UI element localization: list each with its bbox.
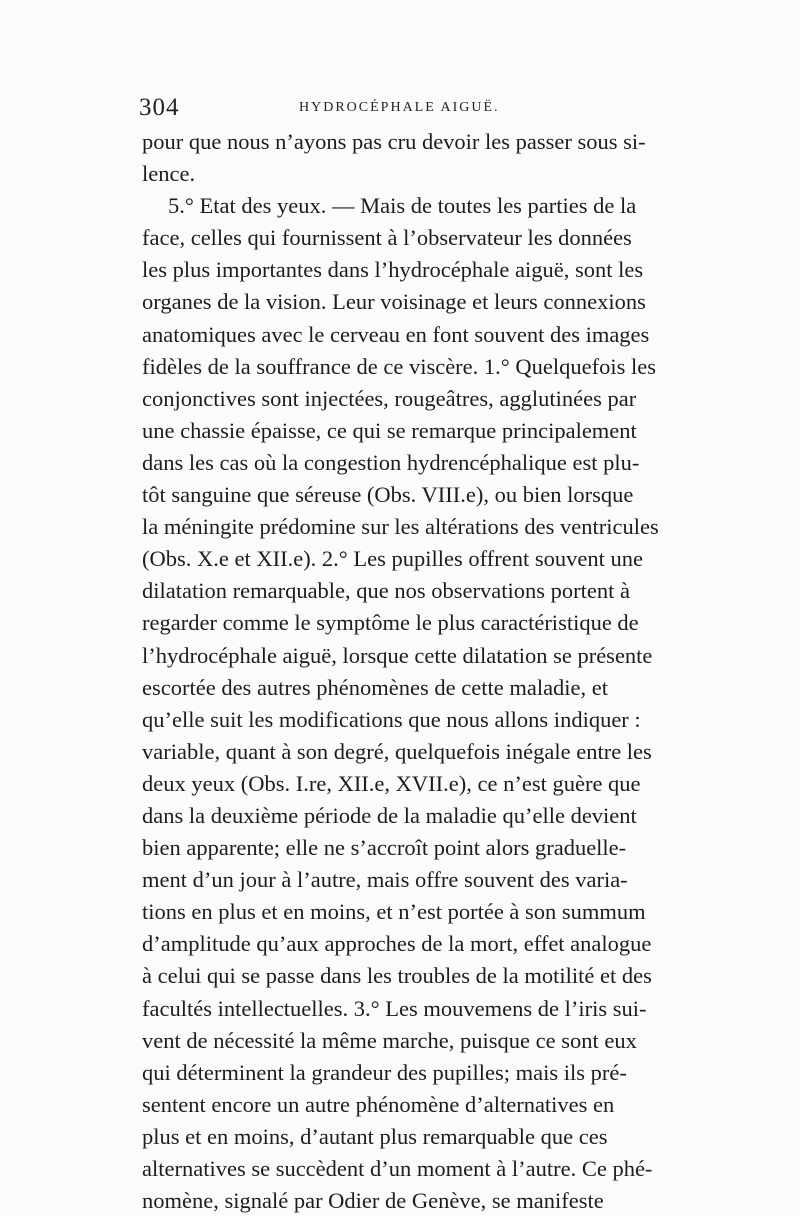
- text-line: plus et en moins, d’autant plus remarquable que ces: [142, 1123, 608, 1149]
- text-line: l’hydrocéphale aiguë, lorsque cette dilatation se présente: [142, 642, 653, 668]
- text-line: vent de nécessité la même marche, puisque ce sont eux: [142, 1027, 637, 1053]
- text-line: facultés intellectuelles. 3.° Les mouvemens de l’iris sui-: [142, 995, 647, 1021]
- text-line: la méningite prédomine sur les altérations des ventricules: [142, 514, 659, 540]
- text-line: bien apparente; elle ne s’accroît point alors graduelle-: [142, 835, 627, 861]
- text-line: alternatives se succèdent d’un moment à l’autre. Ce phé-: [142, 1156, 653, 1181]
- text-line: sentent encore un autre phénomène d’alternatives en: [142, 1091, 615, 1117]
- text-line: dans la deuxième période de la maladie qu’elle devient: [142, 802, 637, 828]
- text-line: dans les cas où la congestion hydrencéphalique est plu-: [142, 449, 640, 475]
- text-line: tôt sanguine que séreuse (Obs. VIII.e), ou bien lorsque: [142, 482, 634, 508]
- text-line: 5.° Etat des yeux. — Mais de toutes les parties de la: [168, 193, 637, 219]
- page-number: 304: [139, 94, 180, 121]
- text-line: deux yeux (Obs. I.re, XII.e, XVII.e), ce n’est guère que: [142, 770, 641, 796]
- body-text: [142, 126, 670, 1217]
- text-line: ment d’un jour à l’autre, mais offre souvent des varia-: [142, 867, 628, 893]
- text-line: à celui qui se passe dans les troubles de la motilité et des: [142, 963, 652, 989]
- text-line: fidèles de la souffrance de ce viscère. 1.° Quelquefois les: [142, 353, 656, 379]
- text-line: une chassie épaisse, ce qui se remarque principalement: [142, 417, 637, 443]
- text-line: face, celles qui fournissent à l’observateur les données: [142, 225, 632, 251]
- text-line: qu’elle suit les modifications que nous allons indiquer :: [142, 706, 641, 732]
- text-line: tions en plus et en moins, et n’est portée à son summum: [142, 899, 646, 925]
- text-line: variable, quant à son degré, quelquefois inégale entre les: [142, 738, 652, 764]
- page-header: [139, 94, 669, 124]
- text-line: d’amplitude qu’aux approches de la mort, effet analogue: [142, 931, 652, 957]
- text-line: regarder comme le symptôme le plus caractéristique de: [142, 610, 639, 636]
- text-line: dilatation remarquable, que nos observations portent à: [142, 578, 630, 604]
- text-line: organes de la vision. Leur voisinage et leurs connexions: [142, 289, 646, 315]
- text-line: escortée des autres phénomènes de cette maladie, et: [142, 674, 609, 700]
- text-line: pour que nous n’ayons pas cru devoir les passer sous si-: [142, 129, 646, 154]
- text-line: conjonctives sont injectées, rougeâtres, agglutinées par: [142, 385, 637, 411]
- text-line: anatomiques avec le cerveau en font souvent des images: [142, 321, 650, 347]
- text-line: les plus importantes dans l’hydrocéphale aiguë, sont les: [142, 257, 644, 283]
- text-line: nomène, signalé par Odier de Genève, se manifeste: [142, 1188, 604, 1214]
- text-line: (Obs. X.e et XII.e). 2.° Les pupilles offrent souvent une: [142, 546, 643, 572]
- running-title: HYDROCÉPHALE AIGUË.: [299, 100, 500, 115]
- text-line: qui déterminent la grandeur des pupilles; mais ils pré-: [142, 1059, 627, 1085]
- text-line: lence.: [142, 161, 196, 187]
